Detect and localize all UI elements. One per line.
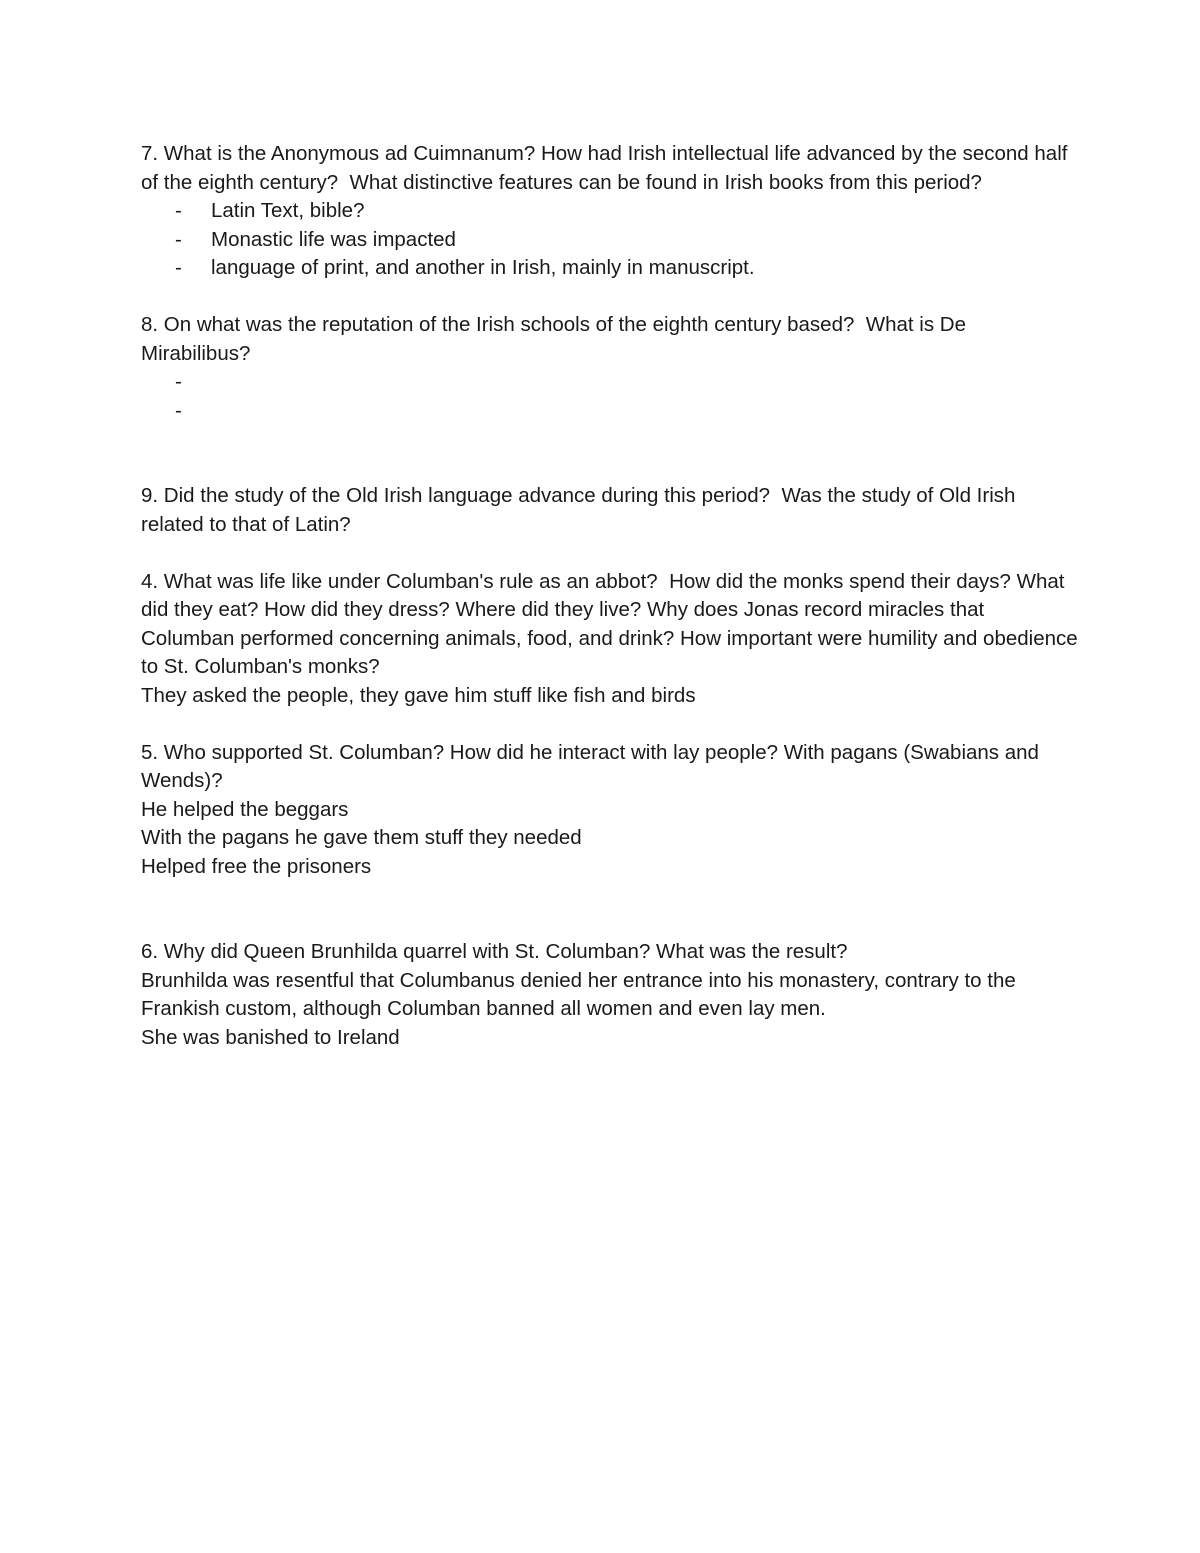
question-section bbox=[141, 938, 1081, 1052]
answer-text: With the pagans he gave them stuff they needed bbox=[141, 826, 582, 849]
bullet-item bbox=[175, 226, 1081, 255]
spacer bbox=[141, 425, 1081, 482]
question-text: 5. Who supported St. Columban? How did he interact with lay people? With pagans (Swabians and Wends)? bbox=[141, 740, 1045, 792]
question-text: 7. What is the Anonymous ad Cuimnanum? How had Irish intellectual life advanced by the second half of the eighth century? What distinctive features can be found in Irish books from this period? bbox=[141, 142, 1074, 194]
bullet-list bbox=[141, 368, 1081, 425]
question-section bbox=[141, 482, 1081, 539]
bullet-text: Monastic life was impacted bbox=[211, 227, 456, 251]
document-page bbox=[141, 140, 1084, 1052]
answer-text: She was banished to Ireland bbox=[141, 1025, 400, 1049]
bullet-item bbox=[175, 368, 1081, 397]
answer-text: He helped the beggars bbox=[141, 797, 349, 821]
question-section bbox=[141, 739, 1081, 882]
bullet-item bbox=[175, 254, 1081, 283]
bullet-text: Latin Text, bible? bbox=[211, 199, 365, 222]
spacer bbox=[141, 539, 1081, 568]
spacer bbox=[141, 283, 1081, 312]
bullet-marker: - bbox=[175, 370, 182, 393]
bullet-list bbox=[141, 197, 1081, 283]
question-section bbox=[141, 568, 1084, 711]
question-section bbox=[141, 140, 1081, 283]
spacer bbox=[141, 881, 1081, 938]
question-text: 9. Did the study of the Old Irish language advance during this period? Was the study of Old Irish related to that of Latin? bbox=[141, 484, 1022, 536]
question-section bbox=[141, 311, 1081, 425]
spacer bbox=[141, 710, 1081, 739]
bullet-marker: - bbox=[175, 256, 182, 279]
bullet-marker: - bbox=[175, 199, 182, 222]
answer-text: They asked the people, they gave him stuff like fish and birds bbox=[141, 683, 696, 707]
question-text: 8. On what was the reputation of the Irish schools of the eighth century based? What is De Mirabilibus? bbox=[141, 313, 972, 365]
question-text: 4. What was life like under Columban's rule as an abbot? How did the monks spend their days? What did they eat? How did they dress? Where did they live? Why does Jonas record miracles that Columban performed concerning animals, food, and drink? How important were humility and obedience to St. Columban's monks? bbox=[141, 569, 1084, 678]
bullet-marker: - bbox=[175, 398, 182, 422]
answer-text: Brunhilda was resentful that Columbanus denied her entrance into his monastery, contrary to the Frankish custom, although Columban banned all women and even lay men. bbox=[141, 968, 1022, 1020]
bullet-marker: - bbox=[175, 227, 182, 251]
bullet-text: language of print, and another in Irish, mainly in manuscript. bbox=[211, 256, 755, 279]
question-text: 6. Why did Queen Brunhilda quarrel with St. Columban? What was the result? bbox=[141, 940, 848, 963]
answer-text: Helped free the prisoners bbox=[141, 854, 372, 878]
bullet-item bbox=[175, 397, 1081, 426]
bullet-item bbox=[175, 197, 1081, 226]
